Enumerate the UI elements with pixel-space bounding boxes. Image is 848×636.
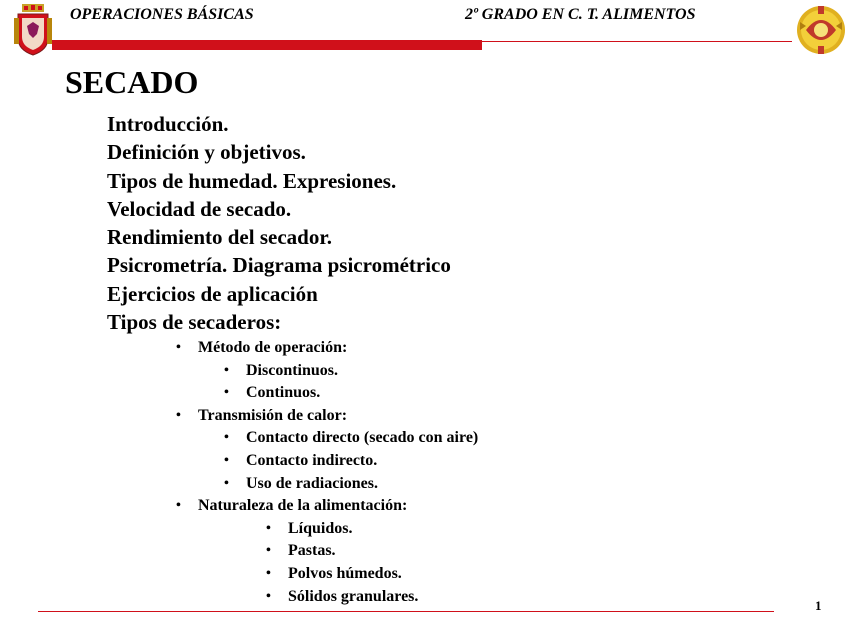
coat-of-arms-icon (14, 4, 52, 56)
faculty-emblem-icon (796, 2, 846, 58)
topic-item: Tipos de humedad. Expresiones. (107, 168, 397, 193)
topic-item: Tipos de secaderos: (107, 310, 282, 335)
header-accent-bar (52, 40, 482, 50)
topic-item: Psicrometría. Diagrama psicrométrico (107, 253, 451, 278)
list-item: • Polvos húmedos. (288, 563, 418, 586)
feed-nature-list (288, 518, 418, 608)
topic-item: Rendimiento del secador. (107, 225, 332, 250)
list-item: • Transmisión de calor: (198, 405, 347, 428)
list-item: • Pastas. (288, 540, 418, 563)
list-item: • Contacto indirecto. (246, 450, 478, 473)
list-item: • Discontinuos. (246, 360, 338, 383)
heat-transfer-list (246, 427, 478, 495)
operation-method-list (246, 360, 338, 405)
topic-item: Velocidad de secado. (107, 196, 292, 221)
footer-divider (38, 611, 774, 612)
page-title: SECADO (65, 64, 199, 100)
topic-item: Ejercicios de aplicación (107, 281, 318, 306)
list-item: • Naturaleza de la alimentación: (198, 495, 407, 518)
course-title: OPERACIONES BÁSICAS (70, 6, 254, 23)
list-item: • Líquidos. (288, 518, 418, 541)
dryer-type-category (198, 337, 347, 360)
page-number: 1 (815, 598, 822, 613)
list-item: • Método de operación: (198, 337, 347, 360)
dryer-type-category (198, 495, 407, 518)
list-item: • Uso de radiaciones. (246, 473, 478, 496)
topic-list (107, 110, 451, 336)
list-item: • Contacto directo (secado con aire) (246, 427, 478, 450)
dryer-type-category (198, 405, 347, 428)
degree-title: 2º GRADO EN C. T. ALIMENTOS (465, 6, 696, 23)
list-item: • Continuos. (246, 382, 338, 405)
topic-item: Introducción. (107, 112, 229, 136)
header-divider (482, 41, 792, 42)
topic-item: Definición y objetivos. (107, 140, 306, 165)
list-item: • Sólidos granulares. (288, 586, 418, 609)
